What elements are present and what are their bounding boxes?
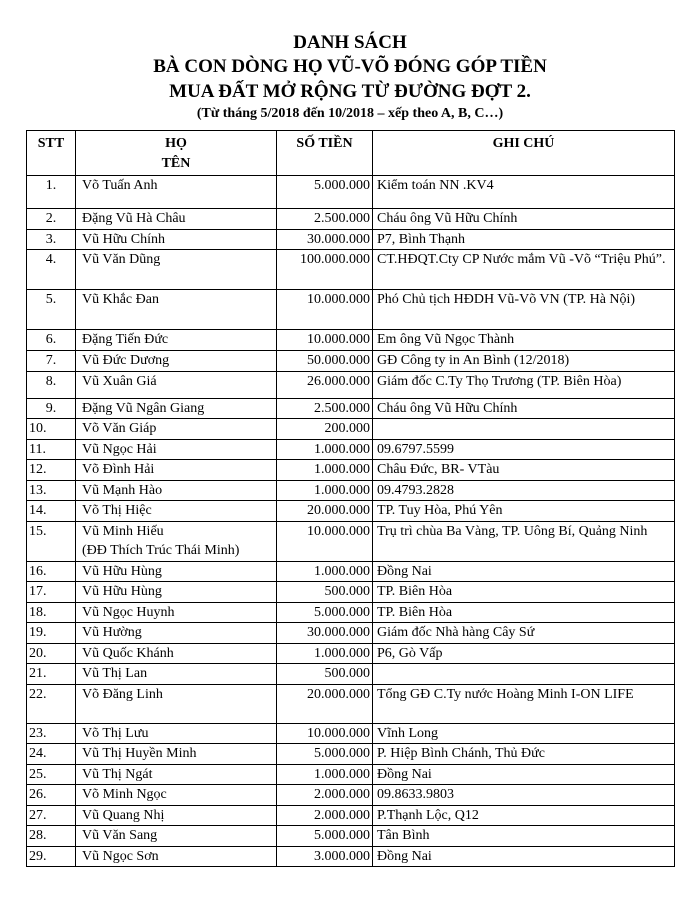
cell-stt: 29. [27,846,76,867]
cell-name [76,350,277,371]
table-row [27,229,675,250]
table-row [27,826,675,847]
cell-stt: 9. [27,398,76,419]
cell-amount: 2.500.000 [277,209,373,230]
cell-stt: 25. [27,764,76,785]
cell-amount: 1.000.000 [277,561,373,582]
table-row [27,723,675,744]
cell-name [76,439,277,460]
cell-name [76,602,277,623]
table-row [27,419,675,440]
cell-name [76,419,277,440]
cell-name-text: Võ Minh Ngọc [82,787,167,802]
table-row [27,480,675,501]
cell-name-text: Vũ Quốc Khánh [82,645,174,661]
cell-name [76,480,277,501]
cell-name [76,561,277,582]
cell-name-text: Vũ Thị Ngát [82,766,153,782]
cell-name [76,785,277,806]
cell-stt: 8. [27,371,76,398]
cell-name [76,398,277,419]
contribution-table [26,130,675,867]
cell-stt: 24. [27,744,76,765]
cell-stt: 7. [27,350,76,371]
cell-stt: 14. [27,501,76,522]
column-header-note: GHI CHÚ [373,131,675,176]
cell-note: Trụ trì chùa Ba Vàng, TP. Uông Bí, Quảng Ninh [373,521,675,561]
table-row [27,398,675,419]
cell-stt: 12. [27,460,76,481]
cell-stt: 21. [27,664,76,685]
table-row [27,785,675,806]
cell-name [76,764,277,785]
cell-name-text: Vũ Ngọc Huynh [82,604,175,620]
cell-name [76,330,277,351]
cell-name [76,723,277,744]
column-header-stt: STT [27,131,76,176]
cell-name-text: Vũ Mạnh Hào [82,482,163,498]
cell-note: 09.8633.9803 [373,785,675,806]
cell-note: 09.6797.5599 [373,439,675,460]
cell-stt: 2. [27,209,76,230]
document-title: DANH SÁCH [293,32,407,53]
document-subtitle-2: MUA ĐẤT MỞ RỘNG TỪ ĐƯỜNG ĐỢT 2. [169,81,531,102]
cell-note: Cháu ông Vũ Hữu Chính [373,398,675,419]
cell-note: P7, Bình Thạnh [373,229,675,250]
cell-stt: 23. [27,723,76,744]
document-subtitle: BÀ CON DÒNG HỌ VŨ-VÕ ĐÓNG GÓP TIỀN [153,56,547,77]
cell-amount: 1.000.000 [277,480,373,501]
cell-amount: 50.000.000 [277,350,373,371]
column-header-name [76,131,277,176]
cell-name [76,805,277,826]
table-row [27,582,675,603]
cell-amount: 100.000.000 [277,250,373,290]
table-row [27,664,675,685]
cell-note: Châu Đức, BR- VTàu [373,460,675,481]
cell-name [76,371,277,398]
cell-amount: 500.000 [277,664,373,685]
table-row [27,764,675,785]
cell-stt: 26. [27,785,76,806]
cell-amount: 1.000.000 [277,460,373,481]
column-header-amount: SỐ TIỀN [277,131,373,176]
cell-stt: 20. [27,643,76,664]
table-row [27,643,675,664]
cell-name [76,501,277,522]
cell-name [76,176,277,209]
cell-amount: 5.000.000 [277,744,373,765]
cell-name-text: Đặng Vũ Hà Châu [82,211,186,226]
cell-amount: 5.000.000 [277,826,373,847]
table-row [27,460,675,481]
cell-name-text: Võ Văn Giáp [82,421,157,436]
cell-name [76,643,277,664]
cell-name-text: Vũ Hữu Hùng [82,563,162,579]
cell-note: TP. Biên Hòa [373,602,675,623]
cell-name-text: Vũ Ngọc Hải [82,441,157,457]
table-row [27,684,675,723]
cell-name [76,826,277,847]
cell-note: TP. Tuy Hòa, Phú Yên [373,501,675,522]
cell-stt: 13. [27,480,76,501]
table-row [27,846,675,867]
table-row [27,623,675,644]
cell-stt: 28. [27,826,76,847]
cell-amount: 10.000.000 [277,290,373,330]
cell-stt: 11. [27,439,76,460]
cell-note: Đồng Nai [373,846,675,867]
cell-name [76,460,277,481]
table-row [27,744,675,765]
cell-note: P6, Gò Vấp [373,643,675,664]
table-row [27,371,675,398]
cell-stt: 6. [27,330,76,351]
table-row [27,501,675,522]
cell-amount: 1.000.000 [277,439,373,460]
cell-note: Em ông Vũ Ngọc Thành [373,330,675,351]
cell-amount: 5.000.000 [277,176,373,209]
table-row [27,561,675,582]
column-header-name-line2: TÊN [161,156,191,171]
cell-name [76,846,277,867]
cell-stt: 17. [27,582,76,603]
cell-stt: 16. [27,561,76,582]
table-row [27,521,675,561]
document-date-range: (Từ tháng 5/2018 đến 10/2018 – xếp theo A, B, C…) [196,106,504,121]
cell-note: Kiểm toán NN .KV4 [373,176,675,209]
cell-name [76,684,277,723]
cell-name [76,664,277,685]
cell-name-text: Vũ Thị Lan [82,666,148,681]
cell-name-text: Vũ Hường [82,625,142,640]
cell-amount: 30.000.000 [277,229,373,250]
cell-amount: 500.000 [277,582,373,603]
cell-name-text: Đặng Vũ Ngân Giang [82,400,205,416]
cell-name-text: Vũ Thị Huyền Minh [82,746,197,761]
cell-name [76,582,277,603]
cell-name-text: Vũ Văn Sang [82,828,158,843]
table-header-row [27,131,675,176]
cell-amount: 1.000.000 [277,643,373,664]
cell-name-text: Vũ Đức Dương [82,352,170,368]
cell-name [76,521,277,561]
cell-note: Tân Bình [373,826,675,847]
cell-note: Vĩnh Long [373,723,675,744]
cell-note: GĐ Công ty in An Bình (12/2018) [373,350,675,371]
cell-name-text: Vũ Hữu Chính [82,231,166,247]
cell-stt: 3. [27,229,76,250]
cell-name-text: Võ Đăng Linh [82,686,163,702]
cell-stt: 4. [27,250,76,290]
cell-name-text: Đặng Tiến Đức [82,332,169,347]
cell-name-text: Vũ Minh Hiếu [82,523,164,539]
cell-name [76,744,277,765]
cell-stt: 19. [27,623,76,644]
cell-note: P. Hiệp Bình Chánh, Thủ Đức [373,744,675,765]
cell-name-text: Vũ Văn Dũng [82,252,161,267]
cell-note: P.Thạnh Lộc, Q12 [373,805,675,826]
cell-amount: 26.000.000 [277,371,373,398]
cell-amount: 2.000.000 [277,785,373,806]
cell-name-text: Võ Thị Lưu [82,725,149,741]
cell-amount: 5.000.000 [277,602,373,623]
cell-amount: 1.000.000 [277,764,373,785]
table-row [27,805,675,826]
table-row [27,330,675,351]
cell-stt: 27. [27,805,76,826]
cell-name [76,209,277,230]
cell-note: CT.HĐQT.Cty CP Nước mắm Vũ -Võ “Triệu Phú”. [373,250,675,290]
cell-note: Cháu ông Vũ Hữu Chính [373,209,675,230]
table-row [27,176,675,209]
cell-stt: 5. [27,290,76,330]
cell-stt: 10. [27,419,76,440]
table-row [27,350,675,371]
cell-note: TP. Biên Hòa [373,582,675,603]
cell-name [76,229,277,250]
cell-name-text: Vũ Ngọc Sơn [82,848,159,864]
cell-name-text: Võ Đình Hải [82,462,155,477]
cell-amount: 30.000.000 [277,623,373,644]
cell-name-alias: (ĐĐ Thích Trúc Thái Minh) [82,543,240,558]
cell-stt: 15. [27,521,76,561]
table-row [27,602,675,623]
cell-note: Phó Chủ tịch HĐDH Vũ-Võ VN (TP. Hà Nội) [373,290,675,330]
cell-stt: 18. [27,602,76,623]
cell-name-text: Vũ Hữu Hùng [82,584,162,599]
cell-note: Giám đốc C.Ty Thọ Trương (TP. Biên Hòa) [373,371,675,398]
table-row [27,439,675,460]
table-row [27,290,675,330]
cell-note [373,419,675,440]
cell-amount: 10.000.000 [277,521,373,561]
cell-note: Tổng GĐ C.Ty nước Hoàng Minh I-ON LIFE [373,684,675,723]
cell-amount: 10.000.000 [277,723,373,744]
cell-name [76,290,277,330]
cell-name [76,623,277,644]
table-row [27,250,675,290]
cell-note: Giám đốc Nhà hàng Cây Sứ [373,623,675,644]
cell-stt: 1. [27,176,76,209]
column-header-name-line1: HỌ [165,136,187,151]
cell-amount: 2.500.000 [277,398,373,419]
cell-stt: 22. [27,684,76,723]
cell-amount: 2.000.000 [277,805,373,826]
cell-amount: 200.000 [277,419,373,440]
cell-name-text: Vũ Quang Nhị [82,807,165,823]
cell-name-text: Vũ Khắc Đan [82,292,159,307]
cell-name-text: Võ Tuấn Anh [82,178,158,193]
table-row [27,209,675,230]
cell-note [373,664,675,685]
cell-amount: 10.000.000 [277,330,373,351]
cell-name-text: Võ Thị Hiệc [82,503,152,518]
cell-amount: 20.000.000 [277,684,373,723]
cell-name [76,250,277,290]
cell-note: Đồng Nai [373,561,675,582]
cell-note: Đồng Nai [373,764,675,785]
cell-name-text: Vũ Xuân Giá [82,373,157,389]
cell-note: 09.4793.2828 [373,480,675,501]
cell-amount: 3.000.000 [277,846,373,867]
cell-amount: 20.000.000 [277,501,373,522]
